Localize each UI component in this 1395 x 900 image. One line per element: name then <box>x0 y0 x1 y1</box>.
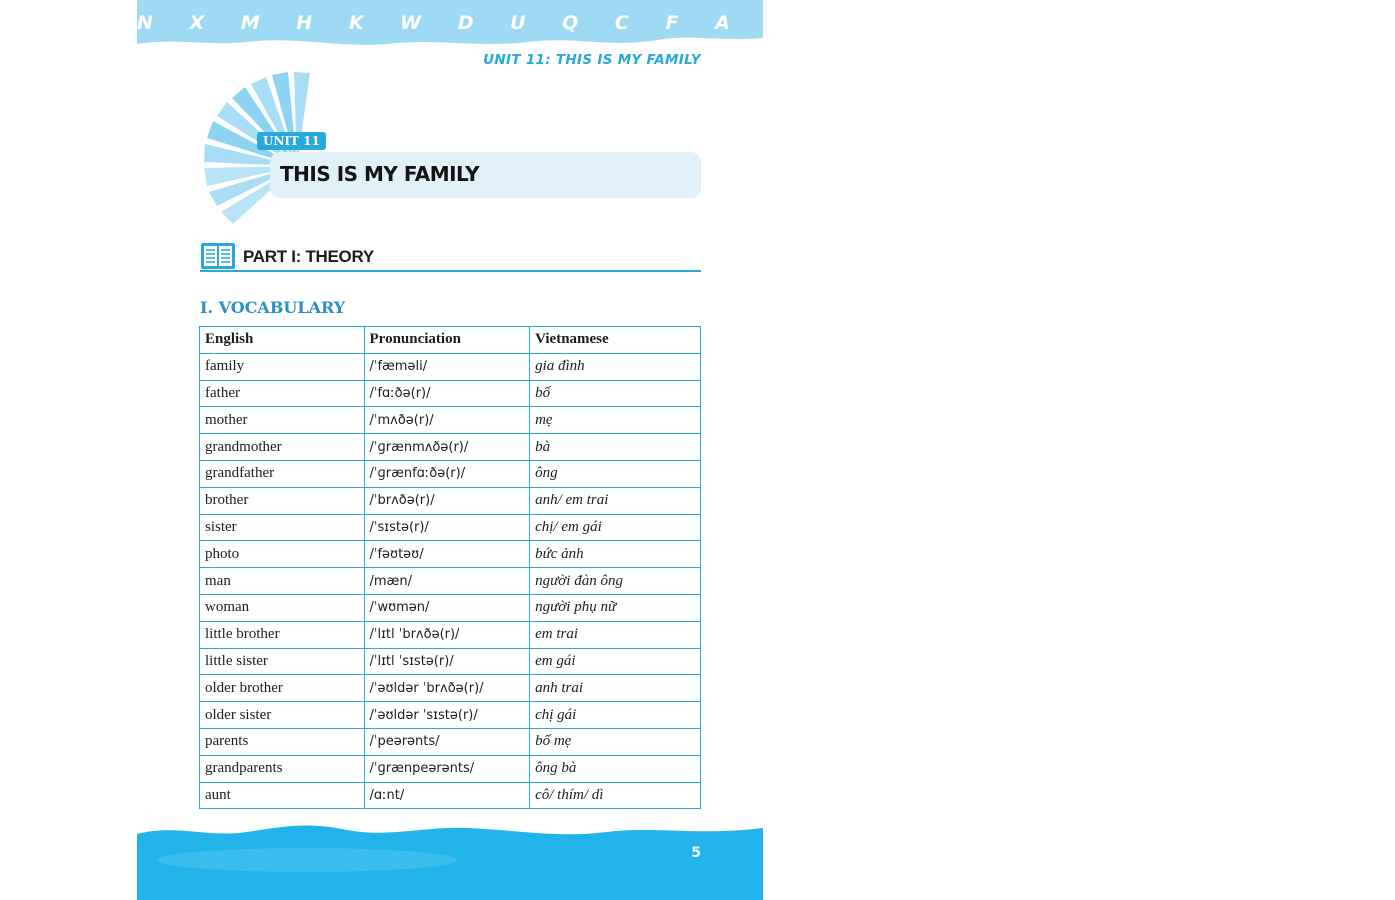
vietnamese-meaning: em gái <box>530 648 701 675</box>
pronunciation: /ˈɡrænfɑːðə(r)/ <box>364 460 530 487</box>
pronunciation: /ˈɡrænmʌðə(r)/ <box>364 434 530 461</box>
pronunciation: /ˈwʊmən/ <box>364 594 530 621</box>
pronunciation: /ˈɡrænpeərənts/ <box>364 755 530 782</box>
vietnamese-meaning: bức ảnh <box>530 541 701 568</box>
vietnamese-meaning: mẹ <box>530 407 701 434</box>
english-word: little sister <box>200 648 365 675</box>
vietnamese-meaning: anh/ em trai <box>530 487 701 514</box>
header-decorative-letters: N X M H K W D U Q C F A C / L E V R Y Z T B O S P <box>137 12 1395 34</box>
table-row <box>200 514 701 541</box>
vocabulary-heading: I. VOCABULARY <box>200 298 346 317</box>
table-row <box>200 675 701 702</box>
table-row <box>200 782 701 809</box>
table-row <box>200 407 701 434</box>
book-page <box>137 0 1395 900</box>
pronunciation: /mæn/ <box>364 568 530 595</box>
pronunciation: /ˈlɪtl ˈbrʌðə(r)/ <box>364 621 530 648</box>
table-row <box>200 380 701 407</box>
english-word: grandmother <box>200 434 365 461</box>
table-row <box>200 594 701 621</box>
running-title: UNIT 11: THIS IS MY FAMILY <box>483 52 701 68</box>
table-row <box>200 487 701 514</box>
vietnamese-meaning: người đàn ông <box>530 568 701 595</box>
pronunciation: /ˈfəʊtəʊ/ <box>364 541 530 568</box>
english-word: sister <box>200 514 365 541</box>
english-word: father <box>200 380 365 407</box>
table-row <box>200 353 701 380</box>
vietnamese-meaning: chị/ em gái <box>530 514 701 541</box>
vietnamese-meaning: bà <box>530 434 701 461</box>
vietnamese-meaning: em trai <box>530 621 701 648</box>
pronunciation: /ˈfæməli/ <box>364 353 530 380</box>
pronunciation: /ˈəʊldər ˈbrʌðə(r)/ <box>364 675 530 702</box>
vietnamese-meaning: người phụ nữ <box>530 594 701 621</box>
part-heading: PART I: THEORY <box>243 247 374 266</box>
table-row <box>200 648 701 675</box>
vocabulary-table <box>199 326 701 809</box>
english-word: brother <box>200 487 365 514</box>
vietnamese-meaning: ông bà <box>530 755 701 782</box>
vietnamese-meaning: chị gái <box>530 702 701 729</box>
pronunciation: /ˈbrʌðə(r)/ <box>364 487 530 514</box>
part-divider <box>200 270 701 272</box>
table-row <box>200 541 701 568</box>
english-word: older brother <box>200 675 365 702</box>
column-header-english: English <box>200 327 365 354</box>
pronunciation: /ˈsɪstə(r)/ <box>364 514 530 541</box>
english-word: family <box>200 353 365 380</box>
english-word: woman <box>200 594 365 621</box>
vietnamese-meaning: gia đình <box>530 353 701 380</box>
pronunciation: /ˈfɑːðə(r)/ <box>364 380 530 407</box>
table-row <box>200 434 701 461</box>
english-word: little brother <box>200 621 365 648</box>
table-row <box>200 568 701 595</box>
table-row <box>200 755 701 782</box>
page-number: 5 <box>691 845 701 861</box>
pronunciation: /ɑːnt/ <box>364 782 530 809</box>
english-word: mother <box>200 407 365 434</box>
pronunciation: /ˈlɪtl ˈsɪstə(r)/ <box>364 648 530 675</box>
english-word: aunt <box>200 782 365 809</box>
english-word: grandfather <box>200 460 365 487</box>
vietnamese-meaning: ông <box>530 460 701 487</box>
table-row <box>200 702 701 729</box>
vietnamese-meaning: bố <box>530 380 701 407</box>
pronunciation: /ˈmʌðə(r)/ <box>364 407 530 434</box>
pronunciation: /ˈpeərənts/ <box>364 728 530 755</box>
unit-title: THIS IS MY FAMILY <box>280 162 480 186</box>
english-word: grandparents <box>200 755 365 782</box>
vietnamese-meaning: bố mẹ <box>530 728 701 755</box>
table-row <box>200 460 701 487</box>
vietnamese-meaning: anh trai <box>530 675 701 702</box>
english-word: photo <box>200 541 365 568</box>
column-header-vietnamese: Vietnamese <box>530 327 701 354</box>
english-word: man <box>200 568 365 595</box>
table-row <box>200 621 701 648</box>
column-header-pronunciation: Pronunciation <box>364 327 530 354</box>
unit-badge: UNIT 11 <box>257 132 326 150</box>
footer-wave <box>137 820 763 900</box>
english-word: older sister <box>200 702 365 729</box>
vietnamese-meaning: cô/ thím/ dì <box>530 782 701 809</box>
pronunciation: /ˈəʊldər ˈsɪstə(r)/ <box>364 702 530 729</box>
table-header-row <box>200 327 701 354</box>
open-book-icon <box>200 241 236 271</box>
english-word: parents <box>200 728 365 755</box>
table-row <box>200 728 701 755</box>
